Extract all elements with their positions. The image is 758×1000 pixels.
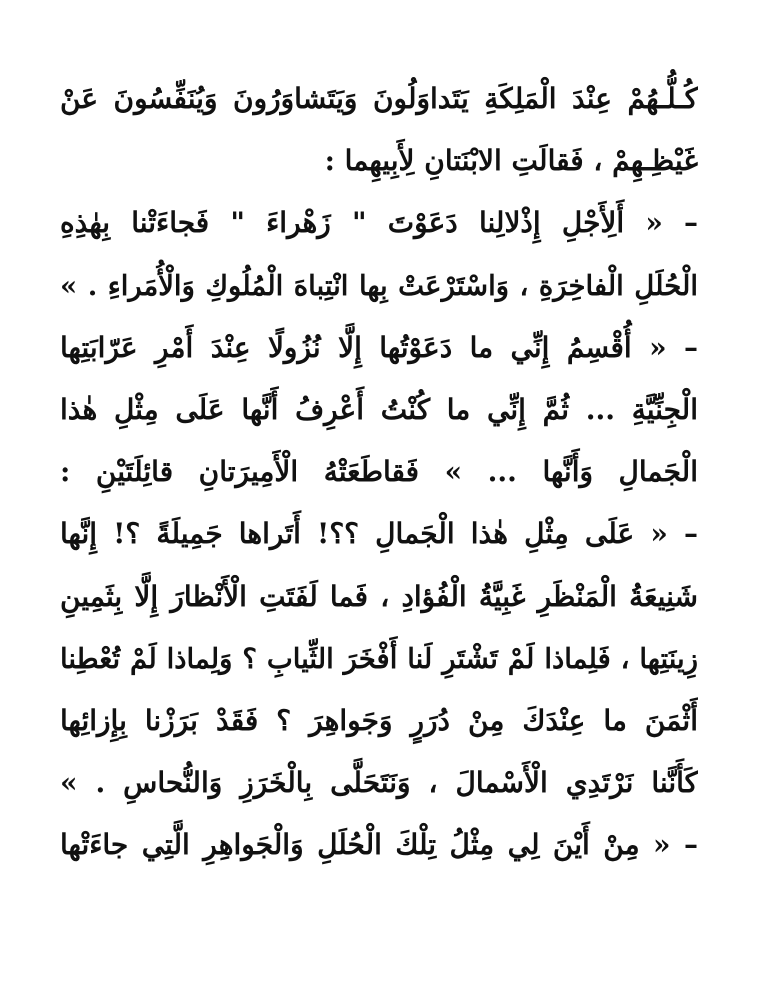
text-line: زِينَتِها ، فَلِماذا لَمْ تَشْتَرِ لَنا أَفْخَرَ الثِّيابِ ؟ وَلِماذا لَمْ تُعْطِنا [60,642,698,675]
text-line: – « أُقْسِمُ إِنِّي ما دَعَوْتُها إِلَّا نُزُولًا عِنْدَ أَمْرِ عَرّابَتِها [60,330,698,364]
text-line: الْجَمالِ وَأَنَّها ... » فَقاطَعَتْهُ الْأَمِيرَتانِ قائِلَتَيْنِ : [60,455,698,489]
text-line: أَثْمَنَ ما عِنْدَكَ مِنْ دُرَرٍ وَجَواهِرَ ؟ فَقَدْ بَرَزْنا بِإِزائِها [60,703,698,737]
text-line: شَنِيعَةُ الْمَنْظَرِ غَبِيَّةُ الْفُؤادِ ، فَما لَفَتَتِ الْأَنْظارَ إِلَّا بِثَمِينِ [60,579,698,613]
text-line: غَيْظِـهِمْ ، فَقالَتِ الابْنَتانِ لِأَبِيهِما : [324,144,698,178]
page-text [60,68,698,876]
text-line: – « مِنْ أَيْنَ لِي مِثْلُ تِلْكَ الْحُلَلِ وَالْجَواهِرِ الَّتِي جاءَتْها [60,828,698,862]
text-line: الْحُلَلِ الْفاخِرَةِ ، وَاسْتَرْعَتْ بِها انْتِباهَ الْمُلُوكِ وَالْأُمَراءِ . » [60,269,698,302]
text-line: كَأَنَّنا نَرْتَدِي الْأَسْمالَ ، وَنَتَحَلَّى بِالْخَرَزِ وَالنُّحاسِ . » [60,766,698,800]
text-line: – « أَلِأَجْلِ إِذْلالِنا دَعَوْتَ " زَهْراءَ " فَجاءَتْنا بِهٰذِهِ [60,206,698,240]
text-line: – « عَلَى مِثْلِ هٰذا الْجَمالِ ؟؟! أَتَراها جَمِيلَةً ؟! إِنَّها [60,517,698,551]
text-line: الْجِنِّيَّةِ ... ثُمَّ إِنِّي ما كُنْتُ أَعْرِفُ أَنَّها عَلَى مِثْلِ هٰذا [60,392,698,426]
text-line: كُـلُّـهُمْ عِنْدَ الْمَلِكَةِ يَتَداوَلُونَ وَيَتَشاوَرُونَ وَيُنَفِّسُونَ عَنْ [60,82,698,115]
